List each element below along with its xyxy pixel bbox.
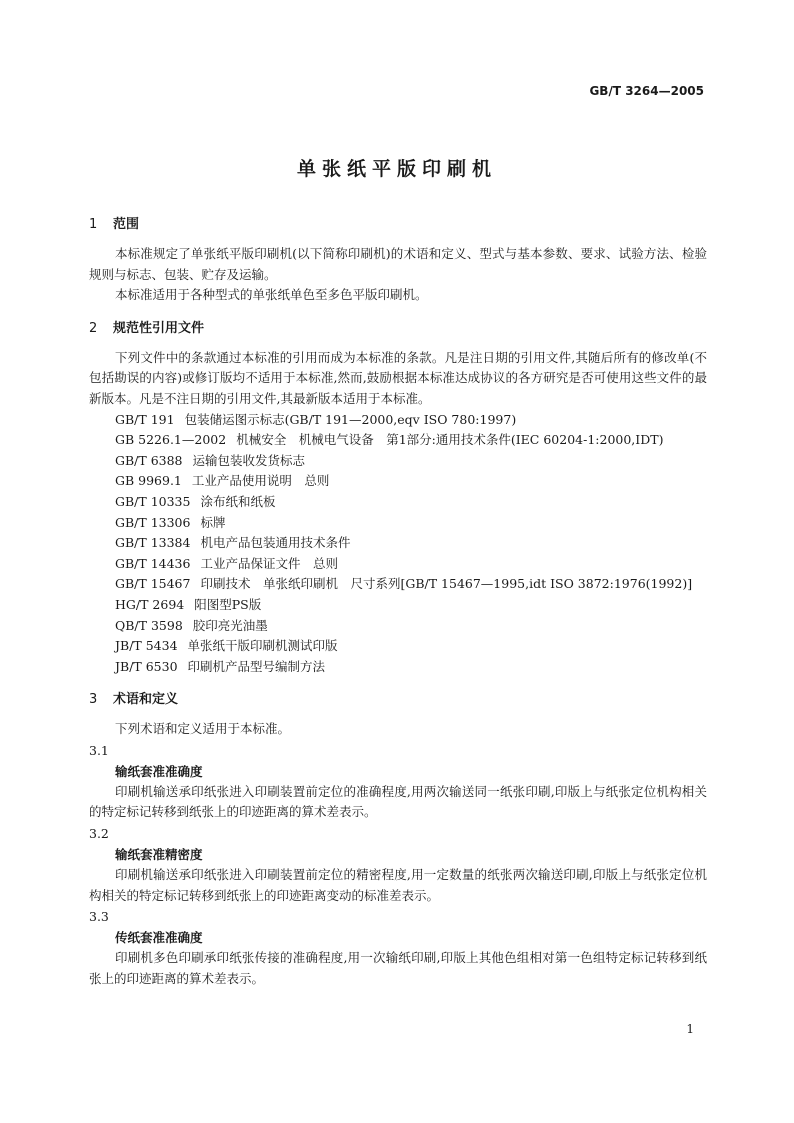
term-definition: 印刷机多色印刷承印纸张传接的准确程度,用一次输纸印刷,印版上其他色组相对第一色组特定标记转移到纸张上的印迹距离的算术差表示。: [89, 950, 707, 986]
reference-code: GB/T 15467: [115, 576, 191, 592]
reference-code: GB/T 10335: [115, 493, 191, 509]
normative-intro-paragraph: 下列文件中的条款通过本标准的引用而成为本标准的条款。凡是注日期的引用文件,其随后所有的修改单(不包括勘误的内容)或修订版均不适用于本标准,然而,鼓励根据本标准达成协议的各方研究是否可使用这些文件的最新版本。凡是不注日期的引用文件,其最新版本适用于本标准。: [89, 349, 707, 406]
reference-code: GB 5226.1—2002: [115, 432, 227, 448]
section-number: 3: [89, 692, 98, 708]
reference-title: 包装储运图示标志(GB/T 191—2000,eqv ISO 780:1997): [184, 411, 517, 427]
reference-item: [89, 492, 707, 513]
reference-code: QB/T 3598: [115, 617, 183, 633]
reference-title: 运输包装收发货标志: [192, 452, 306, 468]
reference-item: [89, 616, 707, 637]
reference-item: [89, 451, 707, 472]
reference-code: GB/T 13306: [115, 514, 191, 530]
reference-title: 胶印亮光油墨: [192, 617, 268, 633]
reference-item: [89, 554, 707, 575]
reference-title: 标牌: [200, 514, 226, 530]
scope-paragraph: 本标准适用于各种型式的单张纸单色至多色平版印刷机。: [115, 287, 428, 303]
term-list: [89, 740, 707, 990]
term-name: 输纸套准精密度: [115, 847, 203, 863]
reference-code: HG/T 2694: [115, 596, 185, 612]
reference-item: [89, 636, 707, 657]
section-title: 范围: [113, 217, 140, 232]
reference-item: [89, 657, 707, 678]
reference-title: 阳图型PS版: [194, 596, 262, 612]
standard-number: GB/T 3264—2005: [589, 84, 704, 98]
section-heading-terms: [89, 689, 707, 710]
reference-code: JB/T 5434: [115, 638, 178, 654]
reference-title: 涂布纸和纸板: [200, 493, 276, 509]
section-title: 术语和定义: [113, 692, 179, 708]
section-heading-scope: [89, 214, 707, 235]
reference-item: [89, 410, 707, 431]
reference-item: [89, 513, 707, 534]
terms-intro-paragraph: 下列术语和定义适用于本标准。: [115, 721, 291, 737]
reference-item: [89, 430, 707, 451]
reference-code: GB/T 191: [115, 411, 175, 427]
reference-list: [89, 410, 707, 678]
section-heading-normative-references: [89, 318, 707, 339]
reference-title: 工业产品使用说明 总则: [191, 473, 330, 489]
term-name: 传纸套准准确度: [115, 930, 203, 946]
term-definition: 印刷机输送承印纸张进入印刷装置前定位的精密程度,用一定数量的纸张两次输送印刷,印版上与纸张定位机构相关的特定标记转移到纸张上的印迹距离变动的标准差表示。: [89, 867, 707, 903]
reference-title: 工业产品保证文件 总则: [200, 555, 338, 571]
reference-code: GB/T 14436: [115, 555, 191, 571]
reference-item: [89, 471, 707, 492]
section-title: 规范性引用文件: [113, 320, 205, 336]
term-name: 输纸套准准确度: [115, 763, 203, 779]
term-definition: 印刷机输送承印纸张进入印刷装置前定位的准确程度,用两次输送同一纸张印刷,印版上与纸张定位机构相关的特定标记转移到纸张上的印迹距离的算术差表示。: [89, 783, 707, 820]
reference-title: 单张纸干版印刷机测试印版: [187, 638, 338, 654]
scope-paragraph: 本标准规定了单张纸平版印刷机(以下简称印刷机)的术语和定义、型式与基本参数、要求、试验方法、检验规则与标志、包装、贮存及运输。: [89, 246, 707, 282]
term-number: 3.2: [89, 826, 109, 842]
section-number: 1: [89, 217, 98, 232]
reference-title: 印刷机产品型号编制方法: [187, 658, 326, 674]
reference-item: [89, 533, 707, 554]
reference-item: [89, 574, 707, 595]
reference-code: GB/T 13384: [115, 535, 191, 551]
page-number: 1: [686, 1022, 694, 1036]
section-number: 2: [89, 320, 98, 336]
reference-code: GB 9969.1: [115, 473, 182, 489]
term-number: 3.1: [89, 742, 109, 758]
reference-title: 机械安全 机械电气设备 第1部分:通用技术条件(IEC 60204-1:2000,IDT): [236, 432, 664, 448]
reference-title: 印刷技术 单张纸印刷机 尺寸系列[GB/T 15467—1995,idt ISO 3872:1976(1992)]: [200, 576, 693, 592]
reference-title: 机电产品包装通用技术条件: [200, 535, 351, 551]
reference-code: JB/T 6530: [115, 658, 178, 674]
reference-item: [89, 595, 707, 616]
document-body: [89, 214, 707, 989]
reference-code: GB/T 6388: [115, 452, 183, 468]
term-number: 3.3: [89, 909, 109, 925]
document-title: 单张纸平版印刷机: [296, 158, 497, 180]
